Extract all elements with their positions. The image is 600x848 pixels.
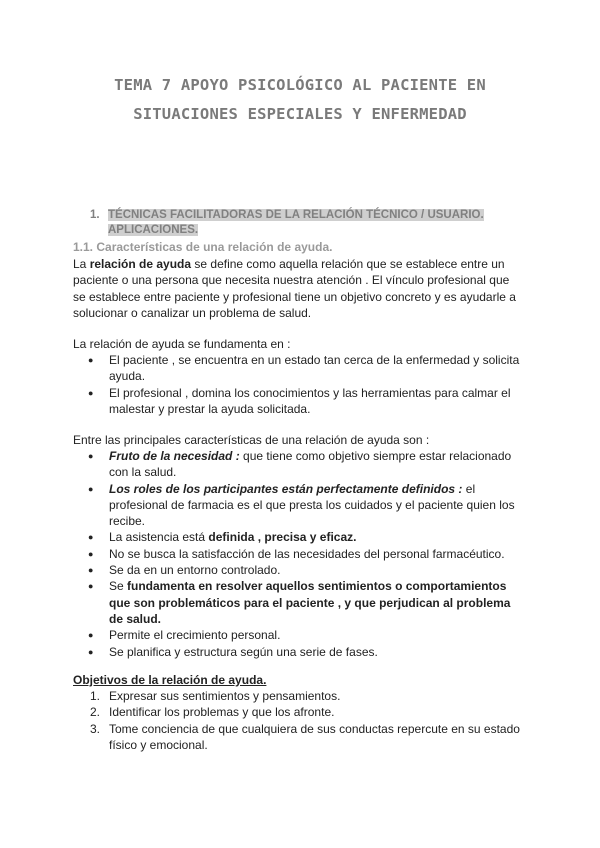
list-item-bold: Fruto de la necesidad : <box>109 449 240 463</box>
document-title <box>40 71 560 129</box>
list-item <box>73 529 533 545</box>
list-item-bold: de salud. <box>109 611 162 626</box>
list-item-text: recibe. <box>109 514 146 529</box>
objetivos-heading-block <box>73 672 533 688</box>
intro-paragraph <box>73 256 533 321</box>
list-item <box>73 627 533 643</box>
list-item-bold: que son problemáticos para el paciente , y que perjudican al problema <box>109 595 511 610</box>
objetivos-list <box>73 688 533 753</box>
intro-line-3: se establece entre paciente y profesional tiene un objetivo concreto y es ayudarle a <box>73 289 516 304</box>
section-heading <box>90 208 510 238</box>
list-item-text: físico y emocional. <box>109 737 208 752</box>
list-item-text: malestar y prestar la ayuda solicitada. <box>109 401 311 416</box>
list-item-text: que tiene como objetivo siempre estar relacionado <box>239 449 512 463</box>
list-item <box>73 546 533 562</box>
list-item <box>73 481 533 530</box>
list-item-text: La asistencia está <box>109 530 209 545</box>
list-item-text: ● Se planifica y estructura según una serie de fases. <box>109 644 378 659</box>
list-item-text: ● No se busca la satisfacción de las necesidades del personal farmacéutico. <box>109 546 505 561</box>
intro-line-4: solucionar o canalizar un problema de salud. <box>73 305 312 320</box>
list-item-text: ● Permite el crecimiento personal. <box>109 628 281 643</box>
list-item-text: ● El profesional , domina los conocimientos y las herramientas para calmar el <box>109 385 511 400</box>
list-item-text: con la salud. <box>109 465 177 480</box>
fundamenta-list <box>73 352 533 417</box>
list-item <box>73 448 533 481</box>
list-number: 3. <box>90 721 101 736</box>
fundamenta-lead <box>73 336 533 352</box>
fundamenta-lead-text: La relación de ayuda se fundamenta en : <box>73 337 291 351</box>
list-item-bold: fundamenta en resolver aquellos sentimientos o comportamientos <box>127 579 507 594</box>
section-heading-line-2: APLICACIONES. <box>108 224 199 236</box>
caracteristicas-list <box>73 448 533 660</box>
list-item <box>73 688 533 704</box>
list-item-text: Se <box>109 579 128 594</box>
intro-line-2: paciente o una persona que necesita nuestra atención . El vínculo profesional que <box>73 273 510 288</box>
caracteristicas-lead <box>73 432 533 448</box>
list-item-bold: Los roles de los participantes están perfectamente definidos : <box>109 481 463 496</box>
list-item-text: Tome conciencia de que cualquiera de sus conductas repercute en su estado <box>109 721 520 736</box>
list-item-text: el <box>462 481 476 496</box>
objetivos-heading: Objetivos de la relación de ayuda. <box>73 673 267 687</box>
list-number: 1. <box>90 689 101 703</box>
list-item-text: ● Se da en un entorno controlado. <box>109 563 281 578</box>
list-item <box>73 385 533 418</box>
list-number: 2. <box>90 705 101 720</box>
section-number: 1. <box>90 209 100 221</box>
list-item <box>73 644 533 660</box>
intro-text: La <box>73 257 90 271</box>
list-item-text: ● El paciente , se encuentra en un estado tan cerca de la enfermedad y solicita <box>109 353 520 367</box>
list-item <box>73 352 533 385</box>
intro-bold-term: relación de ayuda <box>89 257 192 271</box>
list-item <box>73 562 533 578</box>
list-item <box>73 721 533 754</box>
list-item <box>73 704 533 720</box>
section-heading-line-1: TÉCNICAS FACILITADORAS DE LA RELACIÓN TÉCNICO / USUARIO. <box>108 209 484 221</box>
title-line-1: TEMA 7 APOYO PSICOLÓGICO AL PACIENTE EN <box>114 76 486 94</box>
list-item <box>73 578 533 627</box>
list-item-text: Identificar los problemas y que los afronte. <box>109 705 335 720</box>
caracteristicas-lead-text: Entre las principales características de una relación de ayuda son : <box>73 433 430 447</box>
list-item-text: profesional de farmacia es el que presta los cuidados y el paciente quien los <box>109 497 515 512</box>
list-item-bold: definida , precisa y eficaz. <box>208 530 357 545</box>
list-item-text: ayuda. <box>109 369 146 384</box>
title-line-2: SITUACIONES ESPECIALES Y ENFERMEDAD <box>133 105 467 123</box>
subsection-heading: 1.1. Características de una relación de ayuda. <box>73 240 333 254</box>
list-item-text: Expresar sus sentimientos y pensamientos. <box>109 689 341 703</box>
intro-text: se define como aquella relación que se establece entre un <box>191 257 505 271</box>
